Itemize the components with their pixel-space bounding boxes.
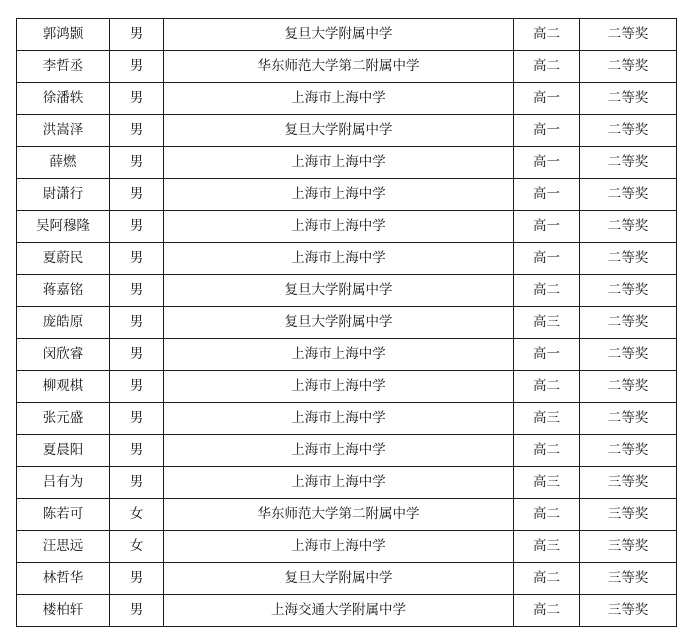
student-name-cell: 陈若可 [17,499,110,531]
table-row [17,307,677,339]
school-cell: 华东师范大学第二附属中学 [164,51,514,83]
award-cell: 二等奖 [580,307,677,339]
gender-cell: 男 [110,563,164,595]
student-name-cell: 汪思远 [17,531,110,563]
school-cell: 复旦大学附属中学 [164,275,514,307]
gender-cell: 男 [110,51,164,83]
table-row [17,19,677,51]
student-name-cell: 吴阿穆隆 [17,211,110,243]
award-cell: 二等奖 [580,435,677,467]
gender-cell: 男 [110,147,164,179]
gender-cell: 男 [110,19,164,51]
grade-cell: 高三 [514,307,580,339]
student-name-cell: 夏晨阳 [17,435,110,467]
award-cell: 二等奖 [580,371,677,403]
grade-cell: 高二 [514,595,580,627]
school-cell: 上海市上海中学 [164,179,514,211]
table-row [17,467,677,499]
grade-cell: 高二 [514,371,580,403]
school-cell: 复旦大学附属中学 [164,19,514,51]
award-cell: 二等奖 [580,83,677,115]
gender-cell: 男 [110,467,164,499]
school-cell: 上海市上海中学 [164,147,514,179]
gender-cell: 男 [110,83,164,115]
grade-cell: 高一 [514,179,580,211]
grade-cell: 高二 [514,435,580,467]
student-name-cell: 郭鸿颢 [17,19,110,51]
gender-cell: 男 [110,595,164,627]
award-cell: 三等奖 [580,531,677,563]
award-cell: 二等奖 [580,275,677,307]
table-row [17,339,677,371]
award-table-body [17,19,677,627]
award-cell: 二等奖 [580,147,677,179]
table-row [17,179,677,211]
award-cell: 三等奖 [580,595,677,627]
school-cell: 上海市上海中学 [164,371,514,403]
award-cell: 二等奖 [580,403,677,435]
grade-cell: 高一 [514,115,580,147]
table-row [17,83,677,115]
student-name-cell: 蒋嘉铭 [17,275,110,307]
grade-cell: 高一 [514,243,580,275]
school-cell: 上海市上海中学 [164,403,514,435]
grade-cell: 高二 [514,19,580,51]
student-name-cell: 李哲丞 [17,51,110,83]
grade-cell: 高二 [514,51,580,83]
grade-cell: 高一 [514,211,580,243]
table-row [17,147,677,179]
gender-cell: 男 [110,403,164,435]
school-cell: 上海市上海中学 [164,339,514,371]
table-row [17,275,677,307]
gender-cell: 男 [110,307,164,339]
grade-cell: 高三 [514,531,580,563]
grade-cell: 高三 [514,467,580,499]
student-name-cell: 洪嵩泽 [17,115,110,147]
grade-cell: 高二 [514,275,580,307]
gender-cell: 男 [110,275,164,307]
table-row [17,51,677,83]
school-cell: 上海市上海中学 [164,83,514,115]
school-cell: 上海交通大学附属中学 [164,595,514,627]
student-name-cell: 吕有为 [17,467,110,499]
award-cell: 二等奖 [580,243,677,275]
table-row [17,371,677,403]
award-cell: 三等奖 [580,563,677,595]
table-row [17,243,677,275]
award-cell: 三等奖 [580,467,677,499]
school-cell: 上海市上海中学 [164,243,514,275]
school-cell: 上海市上海中学 [164,531,514,563]
grade-cell: 高三 [514,403,580,435]
gender-cell: 男 [110,115,164,147]
grade-cell: 高一 [514,83,580,115]
table-row [17,211,677,243]
grade-cell: 高一 [514,147,580,179]
table-row [17,595,677,627]
award-cell: 三等奖 [580,499,677,531]
student-name-cell: 薛燃 [17,147,110,179]
school-cell: 复旦大学附属中学 [164,115,514,147]
award-cell: 二等奖 [580,339,677,371]
student-name-cell: 张元盛 [17,403,110,435]
gender-cell: 男 [110,179,164,211]
award-cell: 二等奖 [580,179,677,211]
student-name-cell: 庞皓原 [17,307,110,339]
gender-cell: 女 [110,531,164,563]
school-cell: 上海市上海中学 [164,467,514,499]
award-cell: 二等奖 [580,115,677,147]
table-row [17,403,677,435]
gender-cell: 女 [110,499,164,531]
student-name-cell: 夏蔚民 [17,243,110,275]
table-row [17,531,677,563]
school-cell: 上海市上海中学 [164,435,514,467]
gender-cell: 男 [110,211,164,243]
school-cell: 华东师范大学第二附属中学 [164,499,514,531]
gender-cell: 男 [110,243,164,275]
gender-cell: 男 [110,435,164,467]
student-name-cell: 尉潇行 [17,179,110,211]
table-row [17,115,677,147]
school-cell: 复旦大学附属中学 [164,307,514,339]
award-cell: 二等奖 [580,19,677,51]
table-row [17,563,677,595]
student-name-cell: 柳观棋 [17,371,110,403]
student-name-cell: 林哲华 [17,563,110,595]
table-row [17,499,677,531]
gender-cell: 男 [110,339,164,371]
grade-cell: 高一 [514,339,580,371]
award-table [16,18,677,627]
table-row [17,435,677,467]
grade-cell: 高二 [514,563,580,595]
award-list-page [16,18,677,627]
student-name-cell: 闵欣睿 [17,339,110,371]
student-name-cell: 楼柏轩 [17,595,110,627]
gender-cell: 男 [110,371,164,403]
grade-cell: 高二 [514,499,580,531]
school-cell: 复旦大学附属中学 [164,563,514,595]
award-cell: 二等奖 [580,211,677,243]
school-cell: 上海市上海中学 [164,211,514,243]
student-name-cell: 徐潘轶 [17,83,110,115]
award-cell: 二等奖 [580,51,677,83]
